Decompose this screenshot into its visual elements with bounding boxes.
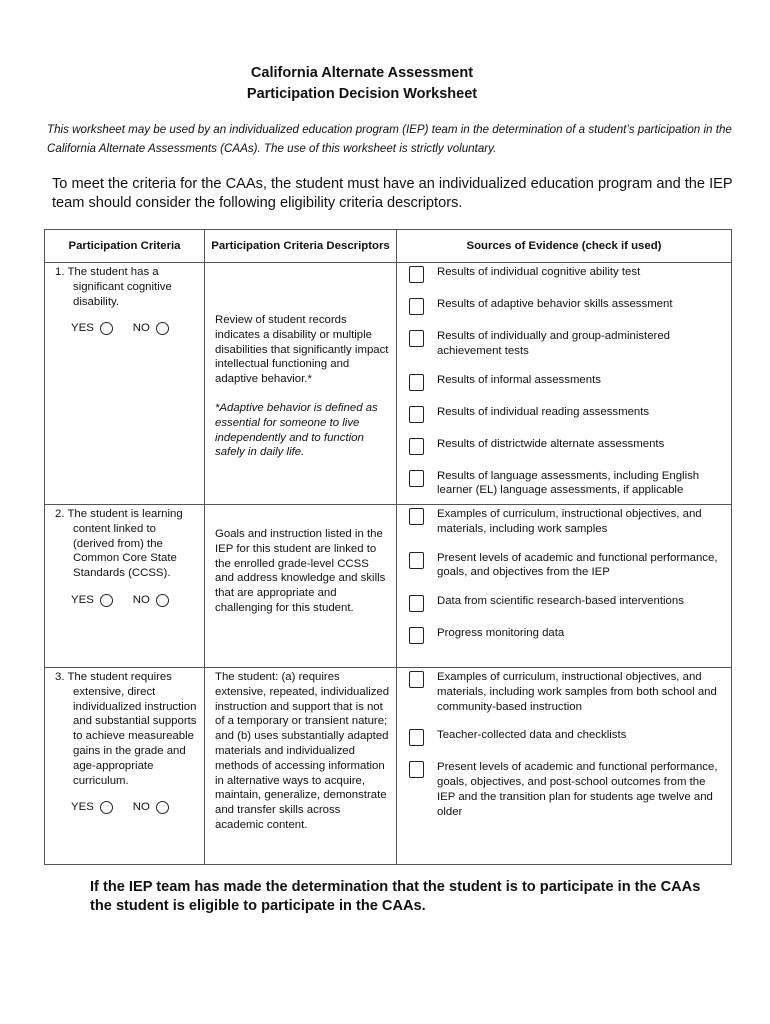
sources-cell <box>397 505 732 668</box>
table-row <box>45 668 732 865</box>
evidence-checkbox[interactable] <box>409 470 424 487</box>
evidence-label: Results of language assessments, including English learner (EL) language assessments, if applicable <box>437 469 700 497</box>
evidence-item <box>409 760 725 819</box>
header-sources: Sources of Evidence (check if used) <box>397 230 732 263</box>
evidence-item <box>409 265 725 283</box>
no-radio[interactable] <box>156 801 169 814</box>
criterion-number: 3. The student requires <box>55 671 172 683</box>
evidence-label: Results of districtwide alternate assessments <box>437 437 665 450</box>
criterion-text: extensive, direct individualized instruction and substantial supports to achieve measureable gains in the grade and age-appropriate curriculum. <box>73 685 197 787</box>
evidence-checkbox[interactable] <box>409 438 424 455</box>
descriptor-cell <box>205 263 397 505</box>
evidence-item <box>409 670 725 714</box>
evidence-item <box>409 507 725 537</box>
worksheet-title-line2: Participation Decision Worksheet <box>246 86 478 102</box>
sources-cell <box>397 263 732 505</box>
yes-no-group <box>55 800 198 815</box>
criterion-text: content linked to (derived from) the Common Core State Standards (CCSS). <box>73 522 177 580</box>
descriptor-text: Review of student records indicates a disability or multiple disabilities that significantly impact intellectual functioning and adaptive behavior.* <box>215 314 389 386</box>
evidence-label: Data from scientific research-based interventions <box>437 595 684 608</box>
evidence-checkbox[interactable] <box>409 508 424 525</box>
intro-text: This worksheet may be used by an individualized education program (IEP) team in the determination of a student’s participation in the California Alternate Assessments (CAAs). The use of this worksheet is strictly voluntary. <box>47 123 732 155</box>
evidence-item <box>409 594 725 612</box>
yes-no-group <box>55 321 198 336</box>
evidence-item <box>409 297 725 315</box>
evidence-label: Results of individual cognitive ability test <box>437 266 641 278</box>
descriptor-cell <box>205 668 397 865</box>
evidence-item <box>409 551 725 581</box>
header-criteria: Participation Criteria <box>45 230 205 263</box>
eligibility-conclusion: If the IEP team has made the determination that the student is to participate in the CAAs the student is eligible to participate in the CAAs. <box>90 879 701 914</box>
evidence-label: Progress monitoring data <box>437 627 565 640</box>
evidence-checkbox[interactable] <box>409 627 424 644</box>
criterion-number: 1. The student has a <box>55 266 159 278</box>
no-radio[interactable] <box>156 322 169 335</box>
worksheet-title-line1: California Alternate Assessment <box>250 65 474 81</box>
evidence-label: Present levels of academic and functional performance, goals, and objectives from the IEP <box>437 551 718 579</box>
evidence-label: Present levels of academic and functional performance, goals, objectives, and post-school outcomes from the IEP and the transition plan for students age twelve and older <box>437 761 718 818</box>
header-descriptors: Participation Criteria Descriptors <box>205 230 397 263</box>
descriptor-cell <box>205 505 397 668</box>
no-label: NO <box>132 801 150 814</box>
criterion-number: 2. The student is learning <box>55 508 183 520</box>
evidence-checkbox[interactable] <box>409 406 424 423</box>
evidence-item <box>409 626 725 644</box>
no-label: NO <box>132 322 150 335</box>
evidence-checkbox[interactable] <box>409 330 424 347</box>
evidence-item <box>409 373 725 391</box>
yes-radio[interactable] <box>100 801 113 814</box>
evidence-checkbox[interactable] <box>409 374 424 391</box>
evidence-label: Teacher-collected data and checklists <box>437 729 627 742</box>
evidence-item <box>409 437 725 455</box>
criterion-cell <box>45 263 205 505</box>
yes-no-group <box>55 593 198 608</box>
evidence-checkbox[interactable] <box>409 595 424 612</box>
evidence-label: Results of informal assessments <box>437 373 601 386</box>
evidence-label: Results of individually and group-administered achievement tests <box>437 330 671 357</box>
evidence-label: Results of adaptive behavior skills assessment <box>437 298 673 310</box>
yes-label: YES <box>71 801 94 814</box>
evidence-checkbox[interactable] <box>409 761 424 778</box>
yes-label: YES <box>71 322 94 335</box>
evidence-item <box>409 329 725 359</box>
evidence-label: Examples of curriculum, instructional objectives, and materials, including work samples <box>437 508 702 535</box>
evidence-checkbox[interactable] <box>409 552 424 569</box>
yes-radio[interactable] <box>100 322 113 335</box>
no-label: NO <box>132 593 150 606</box>
evidence-checkbox[interactable] <box>409 729 424 746</box>
no-radio[interactable] <box>156 594 169 607</box>
evidence-label: Examples of curriculum, instructional objectives, and materials, including work samples from both school and community-based instruction <box>437 671 717 713</box>
table-row <box>45 263 732 505</box>
descriptor-text: The student: (a) requires extensive, repeated, individualized instruction and support that is not of a temporary or transient nature; and (b) uses substantially adapted materials and individualized methods of accessing information in alternative ways to acquire, maintain, generalize, demonstrate and transfer skills across academic content. <box>215 671 390 831</box>
table-header-row <box>45 230 732 263</box>
criteria-statement: To meet the criteria for the CAAs, the student must have an individualized education program and the IEP team should consider the following eligibility criteria descriptors. <box>52 176 733 211</box>
evidence-checkbox[interactable] <box>409 298 424 315</box>
evidence-item <box>409 469 725 499</box>
evidence-item <box>409 728 725 746</box>
criterion-cell <box>45 668 205 865</box>
sources-cell <box>397 668 732 865</box>
evidence-label: Results of individual reading assessments <box>437 405 650 418</box>
criterion-cell <box>45 505 205 668</box>
participation-table <box>44 229 732 865</box>
evidence-item <box>409 405 725 423</box>
yes-label: YES <box>71 593 94 606</box>
criterion-text: significant cognitive disability. <box>73 280 172 308</box>
evidence-checkbox[interactable] <box>409 671 424 688</box>
descriptor-note: *Adaptive behavior is defined as essential for someone to live independently and to function safely in daily life. <box>215 401 378 459</box>
evidence-checkbox[interactable] <box>409 266 424 283</box>
yes-radio[interactable] <box>100 594 113 607</box>
descriptor-text: Goals and instruction listed in the IEP for this student are linked to the enrolled grade-level CCSS and address knowledge and skills that are appropriate and challenging for this student. <box>215 528 386 614</box>
table-row <box>45 505 732 668</box>
